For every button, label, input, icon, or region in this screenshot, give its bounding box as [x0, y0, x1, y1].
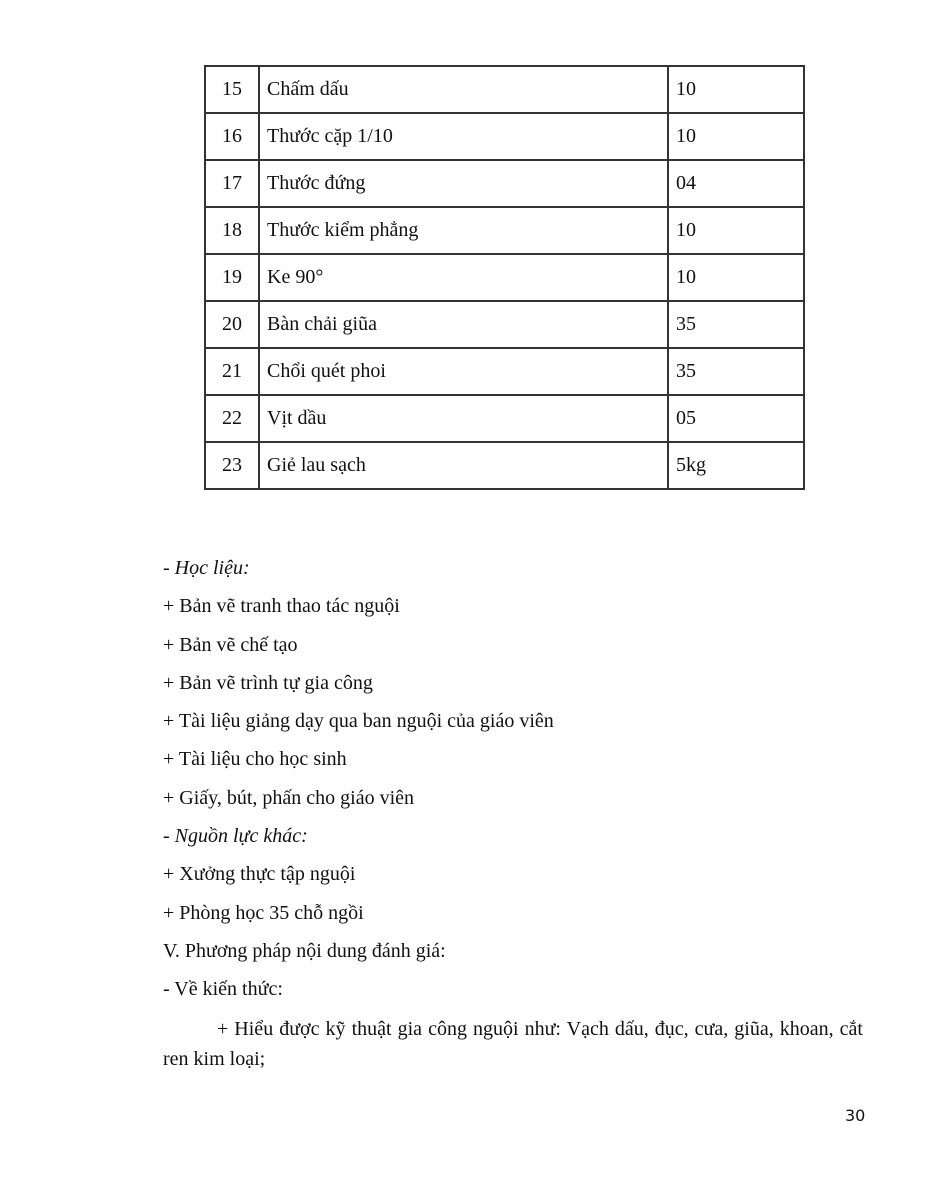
nguon-luc-heading: - Nguồn lực khác:	[163, 825, 308, 847]
table-row	[205, 442, 804, 489]
list-item: + Xưởng thực tập nguội	[163, 863, 356, 885]
list-item: + Tài liệu giảng dạy qua ban nguội của giáo viên	[163, 710, 554, 732]
equipment-table	[204, 65, 805, 490]
table-row	[205, 254, 804, 301]
item-name: Thước kiểm phẳng	[259, 207, 668, 254]
row-number: 19	[205, 254, 259, 301]
table-row	[205, 348, 804, 395]
row-number: 17	[205, 160, 259, 207]
table-row	[205, 301, 804, 348]
item-quantity: 10	[668, 66, 804, 113]
item-quantity: 05	[668, 395, 804, 442]
kien-thuc-paragraph: + Hiểu được kỹ thuật gia công nguội như: Vạch dấu, đục, cưa, giũa, khoan, cắt ren kim loại;	[163, 1018, 863, 1070]
item-quantity: 35	[668, 348, 804, 395]
page-number: 30	[845, 1106, 866, 1125]
row-number: 22	[205, 395, 259, 442]
item-name: Chổi quét phoi	[259, 348, 668, 395]
list-item: + Bản vẽ trình tự gia công	[163, 672, 373, 694]
row-number: 16	[205, 113, 259, 160]
table-row	[205, 395, 804, 442]
item-quantity: 10	[668, 207, 804, 254]
item-name: Thước cặp 1/10	[259, 113, 668, 160]
row-number: 20	[205, 301, 259, 348]
item-name: Thước đứng	[259, 160, 668, 207]
list-item: + Bản vẽ tranh thao tác nguội	[163, 595, 400, 617]
section-v-heading: V. Phương pháp nội dung đánh giá:	[163, 940, 446, 962]
row-number: 15	[205, 66, 259, 113]
list-item: + Bản vẽ chế tạo	[163, 634, 298, 656]
table-row	[205, 207, 804, 254]
item-quantity: 04	[668, 160, 804, 207]
hoc-lieu-heading: - Học liệu:	[163, 557, 250, 579]
item-quantity: 35	[668, 301, 804, 348]
list-item: + Giấy, bút, phấn cho giáo viên	[163, 787, 415, 809]
item-quantity: 10	[668, 254, 804, 301]
item-name: Chấm dấu	[259, 66, 668, 113]
row-number: 21	[205, 348, 259, 395]
row-number: 18	[205, 207, 259, 254]
item-name: Ke 90°	[259, 254, 668, 301]
item-name: Bàn chải giũa	[259, 301, 668, 348]
row-number: 23	[205, 442, 259, 489]
item-name: Vịt dầu	[259, 395, 668, 442]
item-name: Giẻ lau sạch	[259, 442, 668, 489]
list-item: + Tài liệu cho học sinh	[163, 748, 347, 770]
list-item: + Phòng học 35 chỗ ngồi	[163, 902, 364, 924]
kien-thuc-heading: - Về kiến thức:	[163, 978, 283, 1000]
item-quantity: 5kg	[668, 442, 804, 489]
table-row	[205, 160, 804, 207]
table-row	[205, 66, 804, 113]
table-row	[205, 113, 804, 160]
item-quantity: 10	[668, 113, 804, 160]
